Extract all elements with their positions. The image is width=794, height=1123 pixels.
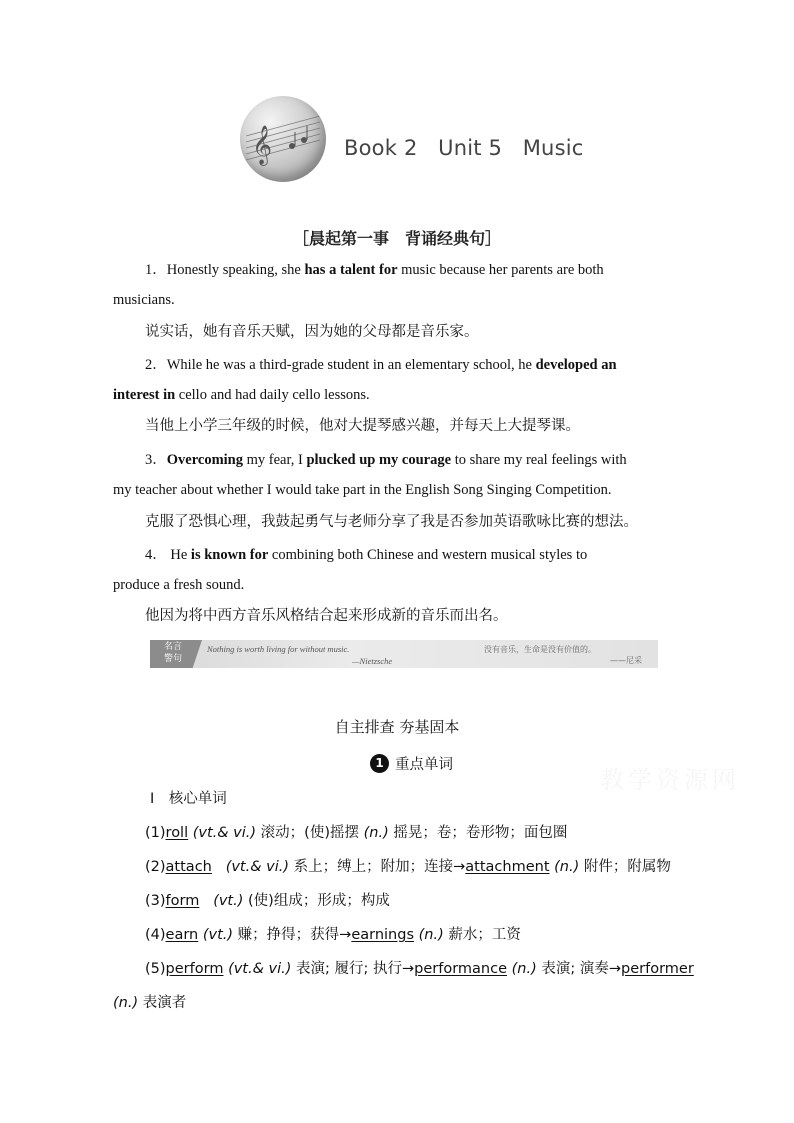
quote-english: Nothing is worth living for without music. [207,644,350,654]
sentence-2-cn: 当他上小学三年级的时候，他对大提琴感兴趣，并每天上大提琴课。 [145,418,580,434]
sentence-3-cn: 克服了恐惧心理，我鼓起勇气与老师分享了我是否参加英语歌咏比赛的想法。 [145,514,638,530]
watermark [600,760,740,795]
svg-text:𝄞: 𝄞 [252,125,273,165]
section-heading: ［晨起第一事 背诵经典句］ [292,229,501,248]
vocab-item: (3)form (vt.) (使)组成；形成；构成 [145,893,390,909]
sentence-2-en-line-1: 2．While he was a third-grade student in an elementary school, he developed an [145,357,617,373]
sentence-1-cn: 说实话，她有音乐天赋，因为她的父母都是音乐家。 [145,324,479,340]
vocab-item: (4)earn (vt.) 赚；挣得；获得→earnings (n.) 薪水；工资 [145,927,521,943]
self-check-heading: 自主排查 夯基固本 [334,718,460,736]
quote-chinese-author: ——尼采 [610,656,642,665]
quote-chinese: 没有音乐，生命是没有价值的。 [484,645,596,654]
section-number-badge: 1 [370,754,389,773]
core-words-heading: Ⅰ 核心单词 [150,791,227,807]
key-words-heading: 重点单词 [395,757,453,773]
quote-english-author: —Nietzsche [352,656,393,666]
sentence-3-en-line-2: my teacher about whether I would take part in the English Song Singing Competition. [113,482,612,498]
sentence-4-en-line-1: 4． He is known for combining both Chinese and western musical styles to [145,547,588,563]
vocab-item: (2)attach (vt.& vi.) 系上；缚上；附加；连接→attachment (n.) 附件；附属物 [145,859,671,875]
vocab-item: (1)roll (vt.& vi.) 滚动；(使)摇摆 (n.) 摇晃；卷；卷形物；面包圈 [145,825,568,841]
vocab-item-continuation: (n.) 表演者 [113,995,187,1011]
sentence-4-cn: 他因为将中西方音乐风格结合起来形成新的音乐而出名。 [145,608,508,624]
sentence-3-en-line-1: 3．Overcoming my fear, I plucked up my courage to share my real feelings with [145,452,627,468]
sentence-2-en-line-2: interest in cello and had daily cello lessons. [113,387,370,403]
vocab-item: (5)perform (vt.& vi.) 表演; 履行; 执行→performance (n.) 表演; 演奏→performer [145,961,694,977]
sentence-4-en-line-2: produce a fresh sound. [113,577,245,593]
sentence-1-en-line-2: musicians. [113,292,175,308]
page-title: Book 2 Unit 5 Music [344,136,584,160]
music-notes-logo-icon [240,96,326,182]
quote-tag-label: 名言 警句 [163,642,182,664]
sentence-1-en-line-1: 1．Honestly speaking, she has a talent for music because her parents are both [145,262,604,278]
